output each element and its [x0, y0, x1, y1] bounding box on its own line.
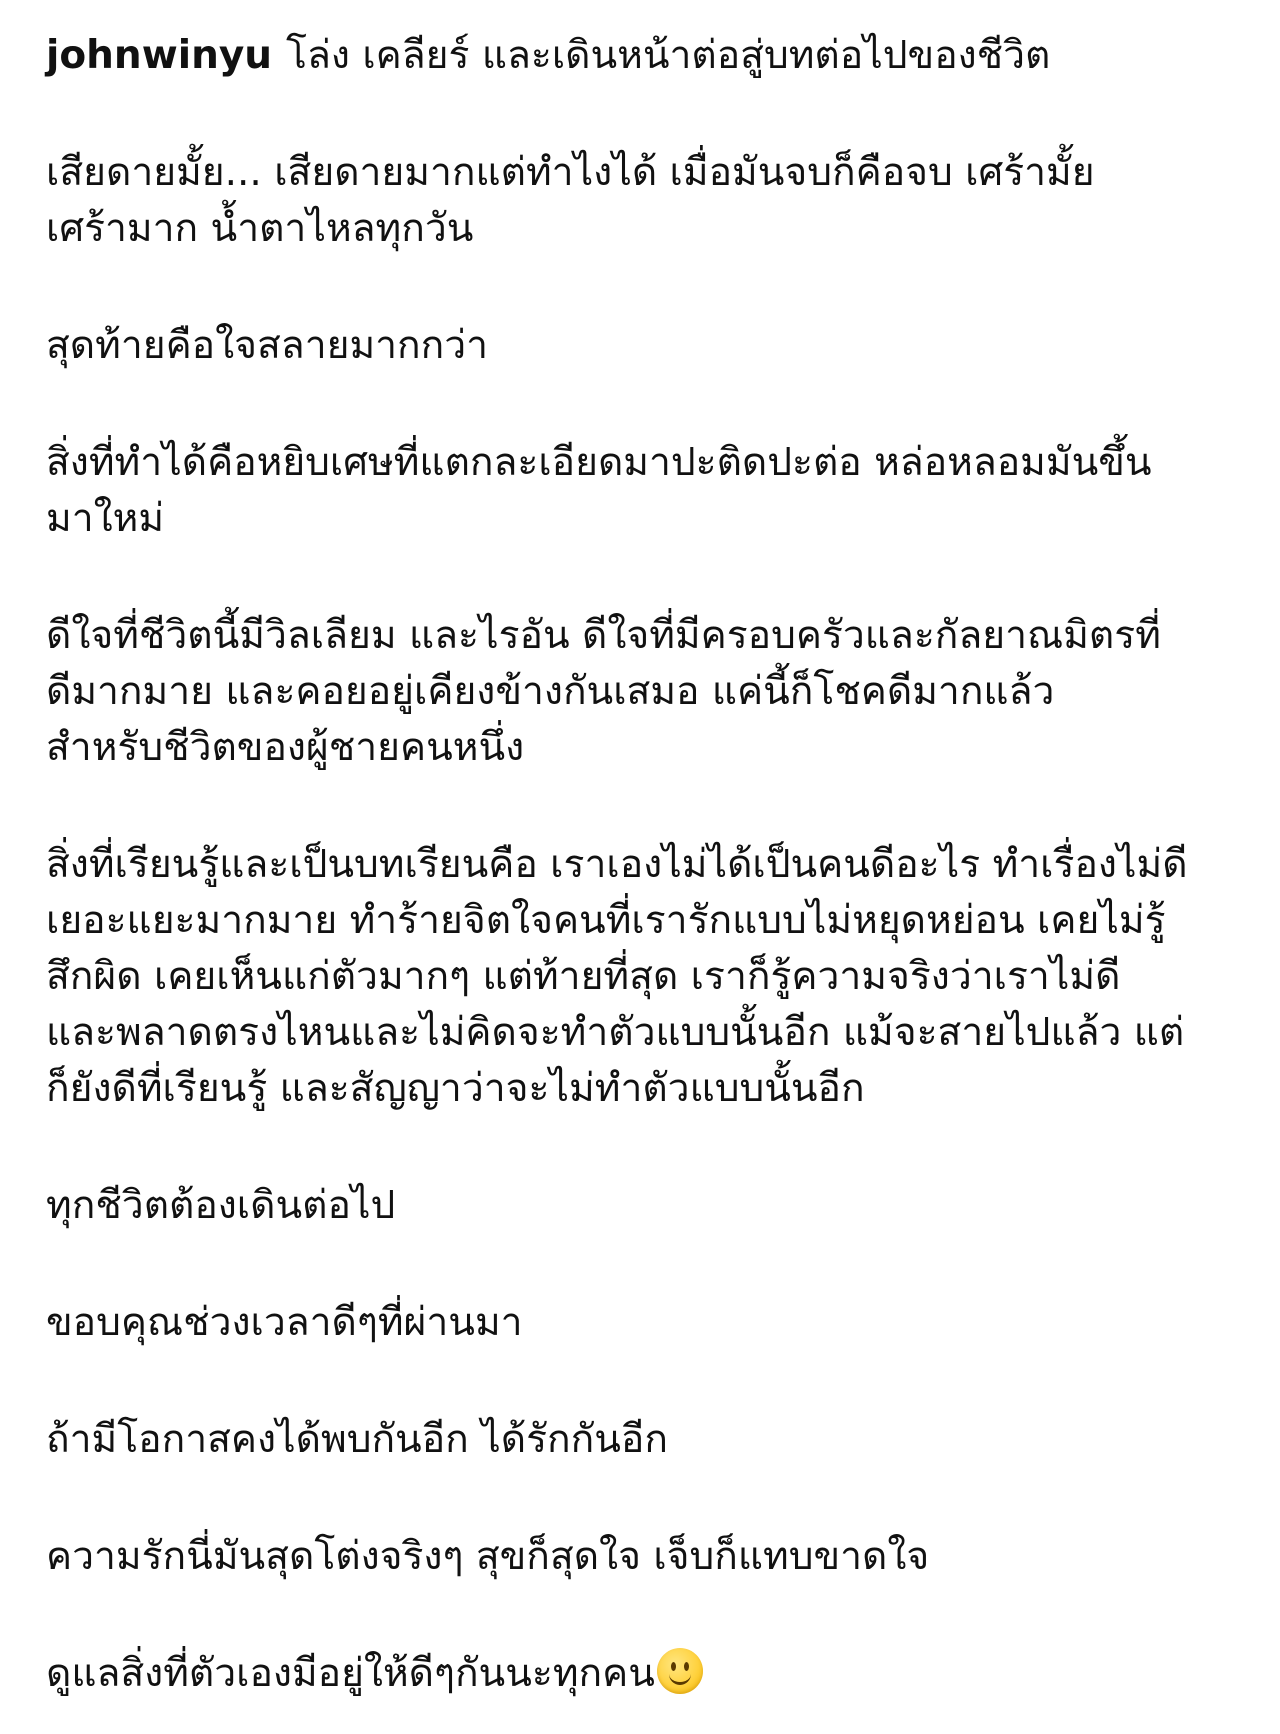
caption-line: ขอบคุณช่วงเวลาดีๆที่ผ่านมา — [46, 1300, 523, 1345]
caption-line: เศร้ามาก น้ำตาไหลทุกวัน — [46, 206, 474, 251]
caption-line: ความรักนี่มันสุดโต่งจริงๆ สุขก็สุดใจ เจ็บก็แทบขาดใจ — [46, 1534, 930, 1579]
post-caption — [46, 0, 1246, 1702]
caption-line: สิ่งที่ทำได้คือหยิบเศษที่แตกละเอียดมาปะติดปะต่อ หล่อหลอมมันขึ้น — [46, 440, 1152, 485]
caption-paragraph — [46, 1412, 1246, 1468]
caption-paragraph — [46, 435, 1246, 547]
caption-line: ทุกชีวิตต้องเดินต่อไป — [46, 1183, 396, 1228]
caption-paragraph — [46, 608, 1246, 776]
caption-last-line — [46, 1646, 1246, 1702]
caption-line: เยอะแยะมากมาย ทำร้ายจิตใจคนที่เรารักแบบไม่หยุดหย่อน เคยไม่รู้ — [46, 898, 1166, 943]
caption-line: มาใหม่ — [46, 496, 165, 541]
caption-line: สุดท้ายคือใจสลายมากกว่า — [46, 323, 489, 368]
caption-line: สึกผิด เคยเห็นแก่ตัวมากๆ แต่ท้ายที่สุด เราก็รู้ความจริงว่าเราไม่ดี — [46, 954, 1121, 999]
cropped-previous-line — [46, 0, 1246, 22]
caption-first-line — [46, 28, 1246, 84]
caption-paragraph — [46, 1178, 1246, 1234]
caption-line: สิ่งที่เรียนรู้และเป็นบทเรียนคือ เราเองไม่ได้เป็นคนดีอะไร ทำเรื่องไม่ดี — [46, 842, 1188, 887]
caption-paragraph — [46, 145, 1246, 257]
caption-line: สำหรับชีวิตของผู้ชายคนหนึ่ง — [46, 725, 525, 770]
caption-body — [46, 145, 1246, 1646]
caption-paragraph — [46, 318, 1246, 374]
caption-line: และพลาดตรงไหนและไม่คิดจะทำตัวแบบนั้นอีก แม้จะสายไปแล้ว แต่ — [46, 1010, 1185, 1055]
caption-paragraph — [46, 837, 1246, 1117]
username-link[interactable]: johnwinyu — [46, 33, 273, 78]
caption-line: ดีมากมาย และคอยอยู่เคียงข้างกันเสมอ แค่นี้ก็โชคดีมากแล้ว — [46, 669, 1055, 714]
caption-line: ก็ยังดีที่เรียนรู้ และสัญญาว่าจะไม่ทำตัวแบบนั้นอีก — [46, 1066, 865, 1111]
slightly-smiling-face-icon — [657, 1648, 703, 1694]
caption-paragraph — [46, 1529, 1246, 1585]
caption-line: เสียดายมั้ย... เสียดายมากแต่ทำไงได้ เมื่อมันจบก็คือจบ เศร้ามั้ย — [46, 150, 1095, 195]
caption-headline: โล่ง เคลียร์ และเดินหน้าต่อสู่บทต่อไปของชีวิต — [286, 33, 1051, 78]
caption-paragraph — [46, 1295, 1246, 1351]
caption-line: ดีใจที่ชีวิตนี้มีวิลเลียม และไรอัน ดีใจที่มีครอบครัวและกัลยาณมิตรที่ — [46, 613, 1161, 658]
caption-line: ถ้ามีโอกาสคงได้พบกันอีก ได้รักกันอีก — [46, 1417, 668, 1462]
caption-last-text: ดูแลสิ่งที่ตัวเองมีอยู่ให้ดีๆกันนะทุกคน — [46, 1651, 655, 1696]
